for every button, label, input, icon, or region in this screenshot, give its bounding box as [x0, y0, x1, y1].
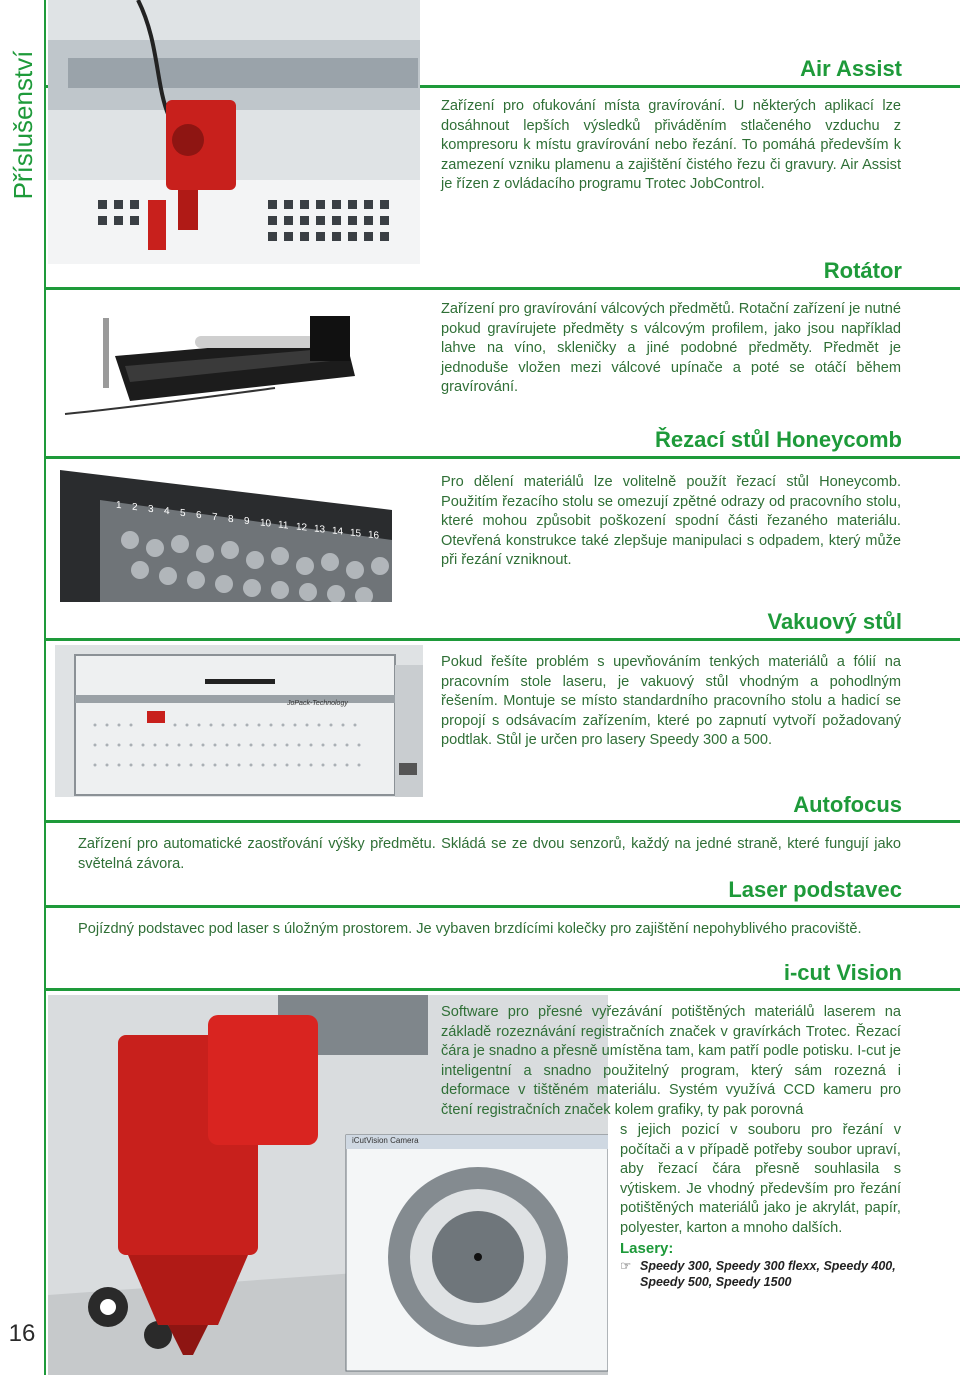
- air-assist-heading: Air Assist: [800, 56, 902, 81]
- software-window-title: iCutVision Camera: [352, 1136, 419, 1145]
- laser-models: [620, 1258, 902, 1290]
- honeycomb-text: Pro dělení materiálů lze volitelně použít řezací stůl Honeycomb. Použitím řezacího stolu se omezují zpětné odrazy od pracovního stolu, které mohou způsobit poškození spodní části řezaného materiálu. Otevřená konstrukce také zlepšuje manipulaci s odpadem, který může při řezání vzniknout.: [441, 474, 901, 569]
- honeycomb-rule: [46, 456, 960, 459]
- rotator-heading: Rotátor: [823, 258, 902, 283]
- rotator-rule: [46, 287, 960, 290]
- icut-rule: [46, 988, 960, 991]
- vacuum-rule: [46, 638, 960, 641]
- ruler-label-2: 2: [132, 501, 138, 514]
- stand-text: Pojízdný podstavec pod laser s úložným prostorem. Je vybaven brzdícími kolečky pro zajištění nepohyblivého pracoviště.: [78, 921, 862, 937]
- page-number: 16: [8, 1320, 36, 1347]
- rotator-text: Zařízení pro gravírování válcových předmětů. Rotační zařízení je nutné pokud gravírujete předměty s válcovým profilem, jako jsou například lahve na víno, skleničky a jiné podobné předměty. Předmět je jednoduše vložen mezi válcové upínače a poté se otáčí během gravírování.: [441, 301, 901, 396]
- icut-text-bottom: s jejich pozicí v souboru pro řezání v počítači a v případě potřeby soubor upraví, aby řezací čára přesně souhlasila s výtiskem. Je vhodný především pro řezání potištěných materiálů jako je akrylát, papír, polyester, karton a mnoho dalších.: [620, 1122, 901, 1236]
- honeycomb-heading: Řezací stůl Honeycomb: [655, 427, 902, 452]
- vacuum-text: Pokud řešíte problém s upevňováním tenkých materiálů a fólií na pracovním stole laseru, je vakuový stůl vhodným a pohodlným řešením. Montuje se místo standardního pracovního stolu a hadicí se propojí s odsávacím zařízením, které po zapnutí vytvoří požadovaný podtlak. Stůl je určen pro lasery Speedy 300 a 500.: [441, 654, 901, 749]
- ruler-label-7: 7: [212, 511, 218, 524]
- stand-heading: Laser podstavec: [728, 877, 902, 902]
- pointing-hand-icon: ☞: [620, 1259, 632, 1273]
- section-title: Příslušenství: [8, 50, 38, 200]
- ruler-label-11: 11: [278, 519, 289, 532]
- sidebar: [0, 0, 46, 1375]
- stand-rule: [46, 905, 960, 908]
- ruler-label-8: 8: [228, 513, 234, 526]
- vacuum-heading: Vakuový stůl: [767, 609, 902, 634]
- ruler-label-12: 12: [296, 521, 308, 534]
- air-assist-text: Zařízení pro ofukování místa gravírování. U některých aplikací lze dosáhnout lepších výsledků přiváděním stlačeného vzduchu z kompresoru k místu gravírování nebo řezání. To pomáhá především k zamezení vzniku plamenu a zajištění čistého řezu či gravury. Air Assist je řízen z ovládacího programu Trotec JobControl.: [441, 98, 901, 193]
- ruler-label-15: 15: [350, 527, 362, 540]
- lasers-label: Lasery:: [620, 1240, 674, 1257]
- autofocus-heading: Autofocus: [793, 792, 902, 817]
- laser-models-text: Speedy 300, Speedy 300 flexx, Speedy 400, Speedy 500, Speedy 1500: [640, 1259, 896, 1289]
- vacuum-label: JoPack-Technology: [287, 700, 348, 707]
- honeycomb-photo: [60, 470, 392, 602]
- ruler-label-16: 16: [368, 529, 380, 542]
- rotator-photo: [55, 296, 380, 421]
- icut-heading: i-cut Vision: [783, 960, 902, 985]
- ruler-label-1: 1: [116, 499, 122, 512]
- autofocus-text: Zařízení pro automatické zaostřování výšky předmětu. Skládá se ze dvou senzorů, každý na jedné straně, které fungují jako světelná závora.: [78, 836, 901, 872]
- vacuum-photo: [55, 645, 423, 797]
- ruler-label-4: 4: [164, 505, 170, 518]
- ruler-label-6: 6: [196, 509, 202, 522]
- lasers-list: [620, 1258, 902, 1290]
- ruler-label-13: 13: [314, 523, 326, 536]
- icut-text-top: Software pro přesné vyřezávání potištěných materiálů laserem na základě rozeznávání registračních značek v gravírkách Trotec. Řezací čára je snadno a přesně umístěna tam, kam patří podle potisku. I-cut je inteligentní a snadno použitelný program, který sám rozezná i deformace v tištěném materiálu. Systém využívá CCD kameru pro čtení registračních značek kolem grafiky, ty pak porovná: [441, 1004, 901, 1118]
- ruler-label-9: 9: [244, 515, 250, 528]
- ruler-label-5: 5: [180, 507, 186, 520]
- ruler-label-3: 3: [148, 503, 154, 516]
- autofocus-rule: [46, 820, 960, 823]
- air-assist-photo: [48, 0, 420, 264]
- ruler-label-10: 10: [260, 517, 272, 530]
- ruler-label-14: 14: [332, 525, 344, 538]
